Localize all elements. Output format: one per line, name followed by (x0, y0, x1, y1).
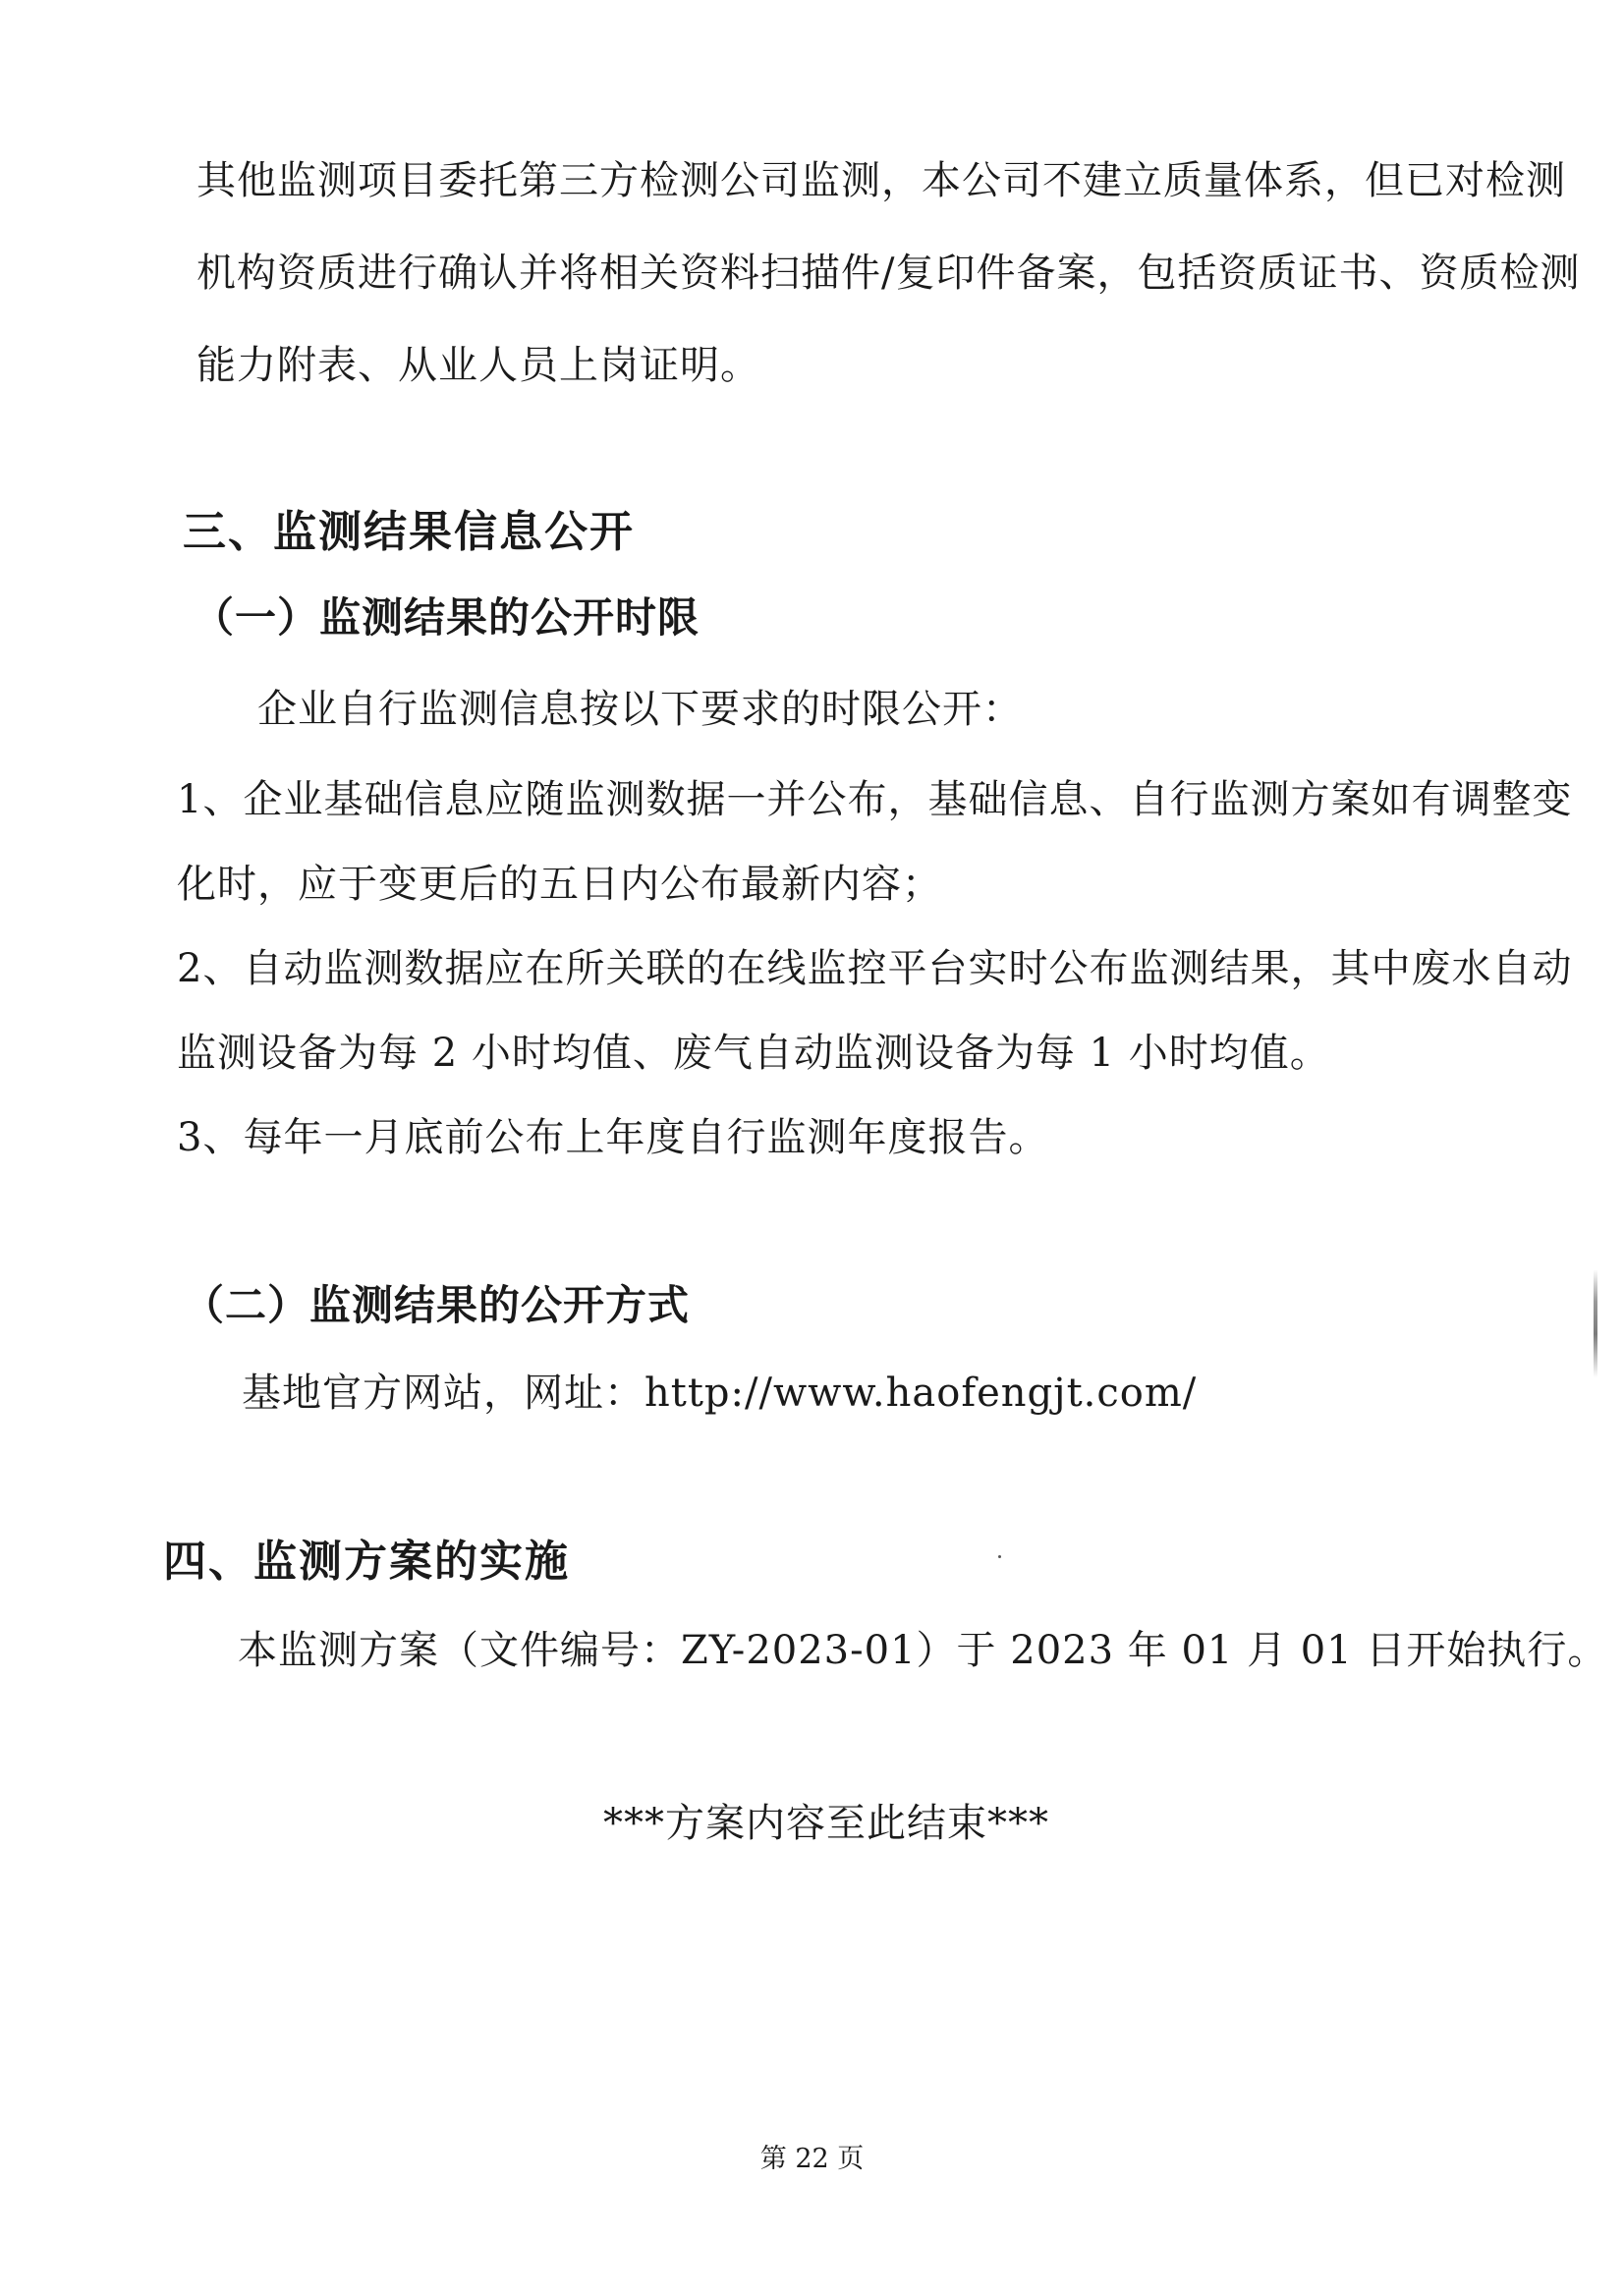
section-3-2-heading: （二）监测结果的公开方式 (183, 1281, 691, 1329)
page-number: 第 22 页 (759, 2144, 865, 2174)
item-3: 3、每年一月底前公布上年度自行监测年度报告。 (177, 1115, 1049, 1160)
item-2-line-2: 监测设备为每 2 小时均值、废气自动监测设备为每 1 小时均值。 (177, 1031, 1330, 1076)
section-3-1-heading: （一）监测结果的公开时限 (193, 593, 700, 642)
section-3-2-text: 基地官方网站，网址：http://www.haofengjt.com/ (242, 1371, 1198, 1416)
section-3-1-intro: 企业自行监测信息按以下要求的时限公开： (257, 687, 1023, 732)
intro-line-2: 机构资质进行确认并将相关资料扫描件/复印件备案，包括资质证书、资质检测 (196, 251, 1581, 296)
section-4-heading: 四、监测方案的实施 (163, 1537, 570, 1587)
section-3-heading: 三、监测结果信息公开 (183, 507, 635, 557)
end-note: ***方案内容至此结束*** (603, 1801, 1049, 1846)
scan-artifact-dot (998, 1555, 1001, 1558)
section-4-text: 本监测方案（文件编号：ZY-2023-01）于 2023 年 01 月 01 日开始执行。 (238, 1628, 1608, 1673)
item-1-line-1: 1、企业基础信息应随监测数据一并公布，基础信息、自行监测方案如有调整变 (177, 777, 1573, 822)
intro-line-1: 其他监测项目委托第三方检测公司监测，本公司不建立质量体系，但已对检测 (196, 158, 1566, 203)
scan-artifact-mark (1594, 1269, 1597, 1377)
item-2-line-1: 2、自动监测数据应在所关联的在线监控平台实时公布监测结果，其中废水自动 (177, 946, 1573, 991)
intro-line-3: 能力附表、从业人员上岗证明。 (196, 343, 760, 388)
item-1-line-2: 化时，应于变更后的五日内公布最新内容； (177, 862, 942, 907)
